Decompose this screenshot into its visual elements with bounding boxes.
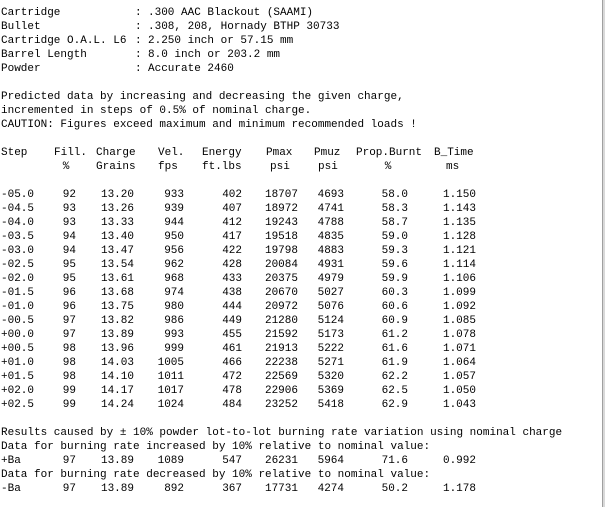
cell-charge: 13.89 [100,329,134,341]
cell-fill: 95 [62,273,76,285]
cell-fill: 92 [62,189,76,201]
cell-prop-burnt: 61.9 [381,357,408,369]
cell-step: -02.0 [1,273,35,285]
cell-b-time: 1.143 [442,203,476,215]
cell-pmuz: 4274 [317,483,344,495]
cell-step: -00.5 [1,315,35,327]
cell-pmax: 18972 [264,203,298,215]
table-row [0,216,600,230]
cell-energy: 466 [222,357,242,369]
cell-pmax: 18707 [264,189,298,201]
cell-step: -01.5 [1,287,35,299]
cell-energy: 428 [222,259,242,271]
cell-fill: 98 [62,343,76,355]
table-row [0,244,600,258]
cell-pmax: 20084 [264,259,298,271]
cell-vel: 944 [164,217,184,229]
cell-charge: 13.68 [100,287,134,299]
info-colon: : [135,21,149,33]
cell-b-time: 1.135 [442,217,476,229]
cell-prop-burnt: 58.7 [381,217,408,229]
cell-prop-burnt: 62.2 [381,371,408,383]
cell-charge: 14.17 [100,385,134,397]
cell-b-time: 1.092 [442,301,476,313]
cell-b-time: 1.050 [442,385,476,397]
cell-step: +01.0 [1,357,35,369]
cell-prop-burnt: 58.3 [381,203,408,215]
cell-pmax: 21592 [264,329,298,341]
cell-energy: 478 [222,385,242,397]
cell-step: Step [1,147,28,159]
info-label: Cartridge [1,7,61,19]
cell-pmuz: psi [318,161,338,173]
cell-energy: 367 [222,483,242,495]
cell-prop-burnt: 59.3 [381,245,408,257]
decreased-label: Data for burning rate decreased by 10% relative to nominal value: [1,469,431,481]
cell-vel: 892 [164,483,184,495]
cell-energy: 472 [222,371,242,383]
cell-energy: 433 [222,273,242,285]
cell-prop-burnt: % [384,161,392,173]
cell-pmax: 20972 [264,301,298,313]
cell-vel: 950 [164,231,184,243]
cell-pmuz: 5369 [317,385,344,397]
cell-pmuz: Pmuz [314,147,341,159]
cell-step: -04.5 [1,203,35,215]
cell-prop-burnt: 71.6 [381,455,408,467]
cell-energy: 449 [222,315,242,327]
cell-charge: 14.24 [100,399,134,411]
cell-b-time: 1.178 [442,483,476,495]
cell-step: -03.0 [1,245,35,257]
cell-b-time: ms [446,161,460,173]
note-line: incremented in steps of 0.5% of nominal charge. [1,105,312,117]
cell-pmax: 26231 [264,455,298,467]
cell-prop-burnt: 59.6 [381,259,408,271]
cell-fill: 93 [62,217,76,229]
table-header-row [0,146,600,160]
cell-prop-burnt: 60.6 [381,301,408,313]
cell-pmuz: 5027 [317,287,344,299]
cell-fill: 98 [62,357,76,369]
info-colon: : [135,7,149,19]
cell-pmax: 22569 [264,371,298,383]
cell-pmuz: 5222 [317,343,344,355]
info-label: Powder [1,63,41,75]
cell-vel: 993 [164,329,184,341]
cell-fill: Fill. [54,147,88,159]
cell-pmuz: 5320 [317,371,344,383]
cell-energy: 407 [222,203,242,215]
cell-fill: 93 [62,203,76,215]
cell-pmuz: 4788 [317,217,344,229]
cell-pmax: Pmax [266,147,293,159]
cell-energy: 438 [222,287,242,299]
note-line: Predicted data by increasing and decreasing the given charge, [1,91,404,103]
cell-vel: 939 [164,203,184,215]
info-label: Barrel Length [1,49,87,61]
cell-pmax: 23252 [264,399,298,411]
cell-fill: 97 [62,315,76,327]
cell-energy: 484 [222,399,242,411]
cell-b-time: 1.128 [442,231,476,243]
cell-vel: 1024 [157,399,184,411]
cell-fill: 96 [62,301,76,313]
results-heading: Results caused by ± 10% powder lot-to-lot burning rate variation using nominal charge [1,427,563,439]
cell-pmax: 19243 [264,217,298,229]
cell-pmax: 20670 [264,287,298,299]
cell-pmax: 22238 [264,357,298,369]
cell-step: +02.0 [1,385,35,397]
cell-pmuz: 4979 [317,273,344,285]
cell-prop-burnt: 61.2 [381,329,408,341]
cell-charge: Grains [96,161,136,173]
cell-pmax: 20375 [264,273,298,285]
cell-pmuz: 5124 [317,315,344,327]
cell-energy: 412 [222,217,242,229]
cell-charge: 13.54 [100,259,134,271]
cell-prop-burnt: 61.6 [381,343,408,355]
cell-prop-burnt: 58.0 [381,189,408,201]
table-row [0,398,600,412]
cell-vel: 986 [164,315,184,327]
cell-charge: 13.61 [100,273,134,285]
cell-step: -01.0 [1,301,35,313]
cell-b-time: 1.114 [442,259,476,271]
cell-fill: 96 [62,287,76,299]
cell-fill: 99 [62,385,76,397]
cell-charge: 14.10 [100,371,134,383]
cell-energy: 402 [222,189,242,201]
cell-b-time: 1.078 [442,329,476,341]
cell-vel: 956 [164,245,184,257]
cell-step: -04.0 [1,217,35,229]
table-row [0,328,600,342]
cell-charge: 13.33 [100,217,134,229]
table-row [0,300,600,314]
cell-fill: 99 [62,399,76,411]
cell-vel: 1005 [157,357,184,369]
table-row [0,356,600,370]
table-row [0,314,600,328]
cell-prop-burnt: 60.9 [381,315,408,327]
cell-b-time: 1.106 [442,273,476,285]
table-row [0,342,600,356]
cell-step: +00.0 [1,329,35,341]
info-value: 8.0 inch or 203.2 mm [148,49,281,61]
cell-prop-burnt: 60.3 [381,287,408,299]
cell-energy: 547 [222,455,242,467]
cell-prop-burnt: 62.5 [381,385,408,397]
cell-charge: 13.96 [100,343,134,355]
cell-fill: 97 [62,483,76,495]
cell-energy: 461 [222,343,242,355]
cell-pmax: 19798 [264,245,298,257]
cell-charge: 13.47 [100,245,134,257]
cell-step: -Ba [1,483,21,495]
cell-vel: 933 [164,189,184,201]
cell-vel: 1089 [157,455,184,467]
cell-b-time: 0.992 [442,455,476,467]
cell-charge: 13.89 [100,483,134,495]
cell-vel: 962 [164,259,184,271]
cell-pmax: 17731 [264,483,298,495]
cell-fill: 97 [62,329,76,341]
cell-b-time: 1.150 [442,189,476,201]
cell-energy: 422 [222,245,242,257]
info-colon: : [135,49,149,61]
cell-b-time: 1.071 [442,343,476,355]
table-row [0,370,600,384]
cell-pmuz: 4835 [317,231,344,243]
cell-pmax: 22906 [264,385,298,397]
cell-step: -03.5 [1,231,35,243]
cell-vel: 1017 [157,385,184,397]
info-colon: : [135,63,149,75]
table-row [0,384,600,398]
info-value: 2.250 inch or 57.15 mm [148,35,294,47]
cell-vel: 974 [164,287,184,299]
cell-pmax: 19518 [264,231,298,243]
cell-energy: 455 [222,329,242,341]
result-row-decreased [0,482,600,496]
cell-fill: 98 [62,371,76,383]
table-row [0,202,600,216]
cell-fill: % [62,161,70,173]
cell-step: +Ba [1,455,21,467]
table-units-row [0,160,600,174]
cell-b-time: B_Time [434,147,474,159]
cell-energy: Energy [202,147,242,159]
table-row [0,188,600,202]
cell-step: -05.0 [1,189,35,201]
table-row [0,286,600,300]
cell-pmuz: 5173 [317,329,344,341]
cell-pmax: 21280 [264,315,298,327]
cell-pmuz: 4883 [317,245,344,257]
cell-pmuz: 4931 [317,259,344,271]
cell-energy: 444 [222,301,242,313]
cell-vel: 1011 [157,371,184,383]
cell-step: -02.5 [1,259,35,271]
cell-vel: 999 [164,343,184,355]
cell-fill: 94 [62,245,76,257]
info-value: Accurate 2460 [148,63,234,75]
cell-b-time: 1.085 [442,315,476,327]
cell-prop-burnt: 50.2 [381,483,408,495]
cell-step: +01.5 [1,371,35,383]
info-value: .300 AAC Blackout (SAAMI) [148,7,314,19]
cell-charge: 13.89 [100,455,134,467]
cell-pmax: psi [270,161,290,173]
cell-prop-burnt: Prop.Burnt [356,147,423,159]
cell-pmax: 21913 [264,343,298,355]
info-label: Bullet [1,21,41,33]
cell-prop-burnt: 59.0 [381,231,408,243]
cell-charge: 13.82 [100,315,134,327]
cell-vel: Vel. [158,147,185,159]
cell-pmuz: 5964 [317,455,344,467]
cell-b-time: 1.121 [442,245,476,257]
info-colon: : [135,35,149,47]
cell-charge: 13.20 [100,189,134,201]
cell-prop-burnt: 59.9 [381,273,408,285]
cell-charge: 13.75 [100,301,134,313]
cell-b-time: 1.043 [442,399,476,411]
table-row [0,230,600,244]
cell-charge: Charge [96,147,136,159]
cell-b-time: 1.064 [442,357,476,369]
info-value: .308, 208, Hornady BTHP 30733 [148,21,340,33]
caution-line: CAUTION: Figures exceed maximum and minimum recommended loads ! [1,119,417,131]
cell-fill: 94 [62,231,76,243]
cell-vel: fps [158,161,178,173]
info-label: Cartridge O.A.L. L6 [1,35,127,47]
cell-vel: 968 [164,273,184,285]
cell-fill: 97 [62,455,76,467]
cell-pmuz: 5271 [317,357,344,369]
increased-label: Data for burning rate increased by 10% relative to nominal value: [1,441,431,453]
cell-fill: 95 [62,259,76,271]
cell-charge: 13.26 [100,203,134,215]
cell-vel: 980 [164,301,184,313]
cell-charge: 13.40 [100,231,134,243]
cell-pmuz: 5418 [317,399,344,411]
cell-pmuz: 4741 [317,203,344,215]
cell-b-time: 1.057 [442,371,476,383]
cell-energy: ft.lbs [202,161,242,173]
cell-energy: 417 [222,231,242,243]
cell-pmuz: 4693 [317,189,344,201]
cell-b-time: 1.099 [442,287,476,299]
result-row-increased [0,454,600,468]
cell-step: +00.5 [1,343,35,355]
cell-step: +02.5 [1,399,35,411]
table-row [0,272,600,286]
cell-pmuz: 5076 [317,301,344,313]
table-row [0,258,600,272]
cell-prop-burnt: 62.9 [381,399,408,411]
cell-charge: 14.03 [100,357,134,369]
